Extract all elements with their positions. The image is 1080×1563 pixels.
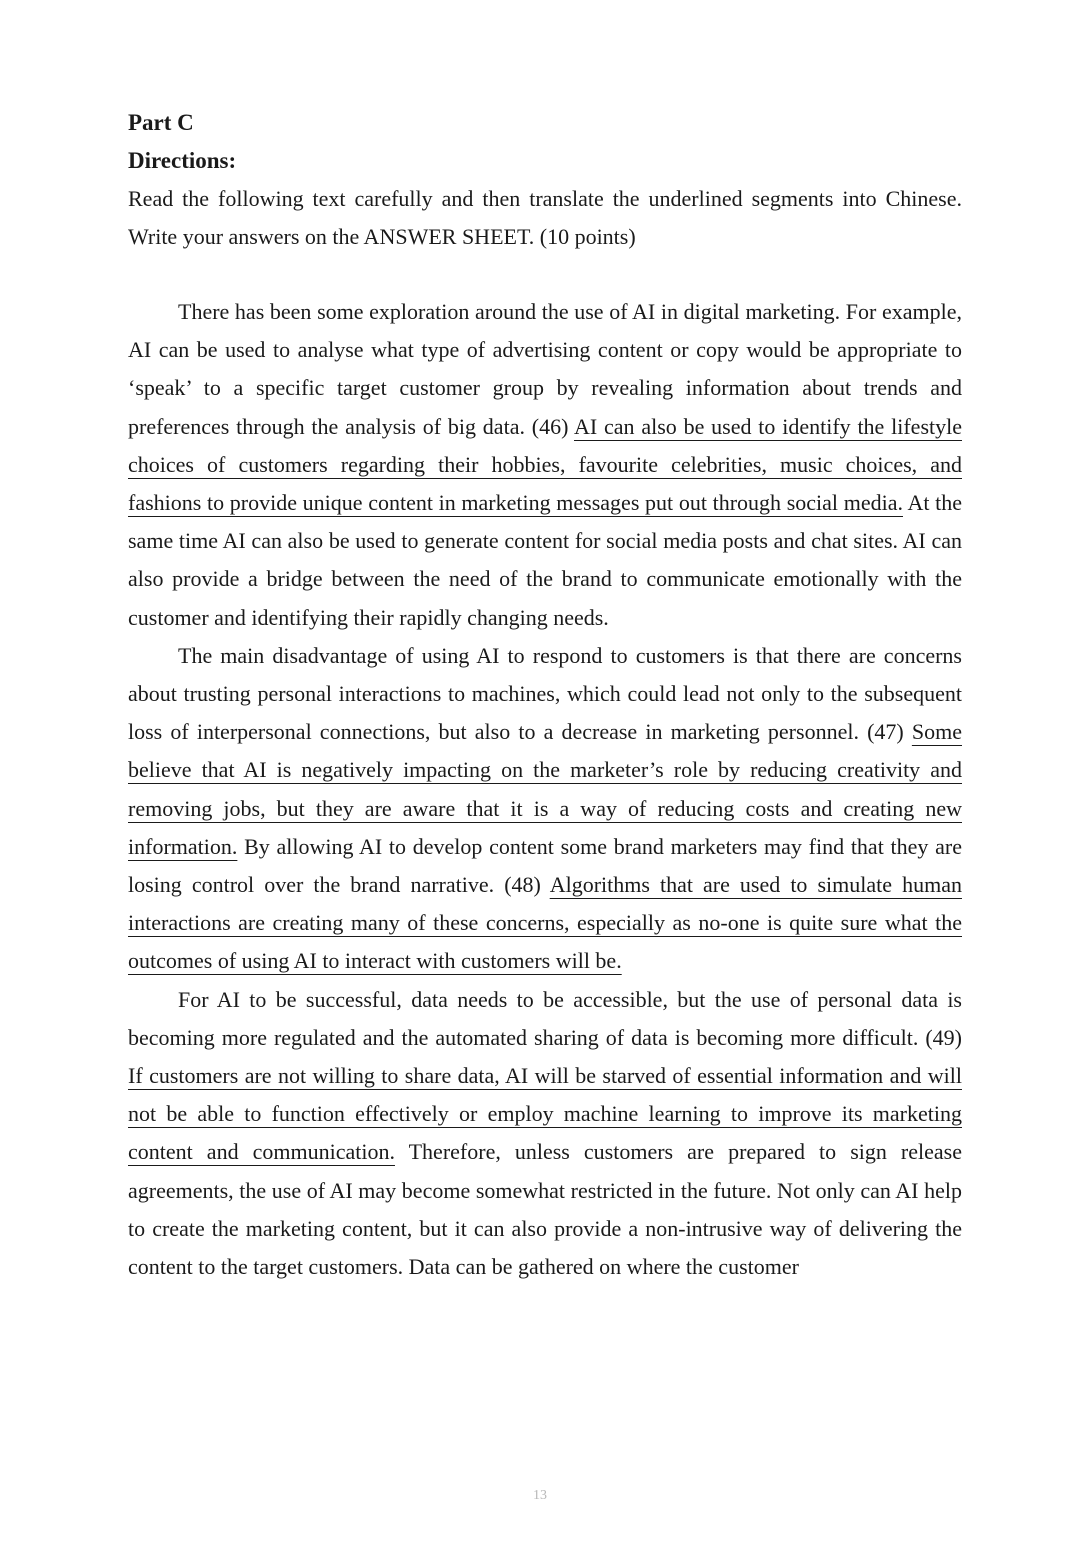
question-48-underlined-segment: Algorithms that are used to simulate human interactions are creating many of these concerns, especially as no-one is quite sure what the outcomes of using AI to interact with customers will be. bbox=[128, 872, 962, 974]
question-46-number: (46) bbox=[531, 413, 575, 439]
paragraph-3-text: For AI to be successful, data needs to be accessible, but the use of personal data is becoming more regulated and the automated sharing of data is becoming more difficult. bbox=[128, 986, 962, 1050]
question-48-number: (48) bbox=[504, 872, 550, 898]
passage-paragraph-2 bbox=[128, 637, 962, 981]
question-47-underlined-segment: Some believe that AI is negatively impacting on the marketer’s role by reducing creativity and removing jobs, but they are aware that it is a way of reducing costs and creating new information. bbox=[128, 719, 962, 859]
passage-paragraph-3 bbox=[128, 981, 962, 1287]
paragraph-2-text-middle: By allowing AI to develop content some brand marketers may find that they are losing control over the brand narrative. bbox=[128, 833, 962, 898]
question-46-underlined-segment: AI can also be used to identify the lifestyle choices of customers regarding their hobbies, favourite celebrities, music choices, and fashions to provide unique content in marketing messages put out through social media. bbox=[128, 413, 962, 516]
question-49-underlined-segment: If customers are not willing to share data, AI will be starved of essential information and will not be able to function effectively or employ machine learning to improve its marketing content and communication. bbox=[128, 1063, 962, 1165]
passage-paragraph-1 bbox=[128, 293, 962, 637]
paragraph-2-text: The main disadvantage of using AI to respond to customers is that there are concerns about trusting personal interactions to machines, which could lead not only to the subsequent loss of interpersonal connections, but also to a decrease in marketing personnel. bbox=[128, 642, 962, 745]
paragraph-1-text-after: At the same time AI can also be used to generate content for social media posts and chat sites. AI can also provide a bridge between the need of the brand to communicate emotionally with the customer and identifying their rapidly changing needs. bbox=[128, 490, 962, 630]
paragraph-1-text: There has been some exploration around the use of AI in digital marketing. For example, AI can be used to analyse what type of advertising content or copy would be appropriate to ‘speak’ to a specific target customer group by revealing information about trends and preferences through the analysis of big data. bbox=[128, 299, 962, 439]
exam-page bbox=[128, 104, 962, 1286]
question-49-number: (49) bbox=[925, 1024, 962, 1050]
page-number: 13 bbox=[533, 1488, 547, 1503]
directions-label: Directions: bbox=[128, 148, 237, 173]
directions-text: Read the following text carefully and then translate the underlined segments into Chinese. Write your answers on the ANSWER SHEET. (10 points) bbox=[128, 186, 962, 249]
question-47-number: (47) bbox=[867, 719, 912, 745]
part-title: Part C bbox=[128, 110, 194, 135]
paragraph-3-text-after: Therefore, unless customers are prepared to sign release agreements, the use of AI may become somewhat restricted in the future. Not only can AI help to create the marketing content, but it can also provide a non-intrusive way of delivering the content to the target customers. Data can be gathered on where the customer bbox=[128, 1139, 962, 1280]
